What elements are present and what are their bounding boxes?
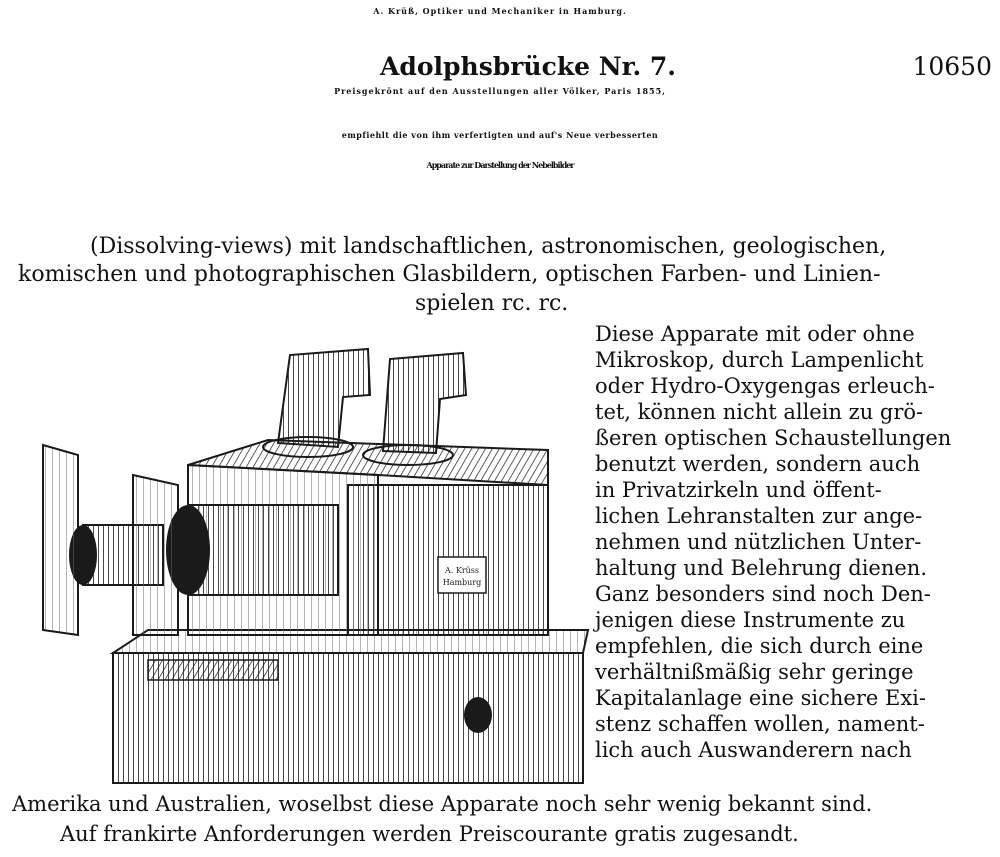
body-text-right-column	[595, 321, 995, 763]
body-text-line: nehmen und nützlichen Unter-	[595, 530, 922, 554]
maker-plate-label-line-2: Hamburg	[442, 578, 482, 587]
body-text-line: verhältnißmäßig sehr geringe	[595, 660, 914, 684]
front-door	[133, 475, 178, 635]
body-text-line: in Privatzirkeln und öffent-	[595, 478, 882, 502]
body-text-line: Diese Apparate mit oder ohne	[595, 322, 915, 346]
maker-plate-label-line-1: A. Krüss	[444, 566, 480, 575]
ad-number: 10650	[912, 52, 992, 81]
body-text-line: lichen Lehranstalten zur ange-	[595, 504, 923, 528]
bottom-line-2: Auf frankirte Anforderungen werden Preiscourante gratis zugesandt.	[60, 822, 799, 846]
body-text-line: ßeren optischen Schaustellungen	[595, 426, 952, 450]
bottom-line-1: Amerika und Australien, woselbst diese Apparate noch sehr wenig bekannt sind.	[12, 792, 873, 816]
subheadline-line-3: spielen rc. rc.	[415, 291, 569, 316]
prize-line: Preisgekrönt auf den Ausstellungen aller Völker, Paris 1855,	[334, 86, 666, 96]
body-text-line: haltung und Belehrung dienen.	[595, 556, 928, 580]
address-line: Adolphsbrücke Nr. 7.	[380, 52, 676, 81]
body-text-line: jenigen diese Instrumente zu	[595, 608, 906, 632]
body-text-line: stenz schaffen wollen, nament-	[595, 712, 925, 736]
subheadline-line-1: (Dissolving-views) mit landschaftlichen, astronomischen, geologischen,	[90, 234, 887, 259]
body-text-line: lich auch Auswanderern nach	[595, 738, 912, 762]
magic-lantern-illustration	[38, 335, 593, 785]
body-text-line: tet, können nicht allein zu grö-	[595, 400, 924, 424]
body-text-line: empfehlen, die sich durch eine	[595, 634, 924, 658]
body-text-line: Ganz besonders sind noch Den-	[595, 582, 931, 606]
body-text-line: Kapitalanlage eine sichere Exi-	[595, 686, 926, 710]
body-text-line: Mikroskop, durch Lampenlicht	[595, 348, 924, 372]
lantern-base	[113, 630, 588, 783]
body-text-line: benutzt werden, sondern auch	[595, 452, 921, 476]
subheadline-line-2: komischen und photographischen Glasbildern, optischen Farben- und Linien-	[18, 262, 881, 287]
side-door	[43, 445, 78, 635]
firm-name-line: A. Krüß, Optiker und Mechaniker in Hamburg.	[373, 6, 627, 16]
headline: Apparate zur Darstellung der Nebelbilder	[426, 160, 574, 170]
body-text-line: oder Hydro-Oxygengas erleuch-	[595, 374, 935, 398]
recommends-line: empfiehlt die von ihm verfertigten und auf's Neue verbesserten	[341, 130, 659, 140]
maker-plate	[438, 557, 486, 593]
